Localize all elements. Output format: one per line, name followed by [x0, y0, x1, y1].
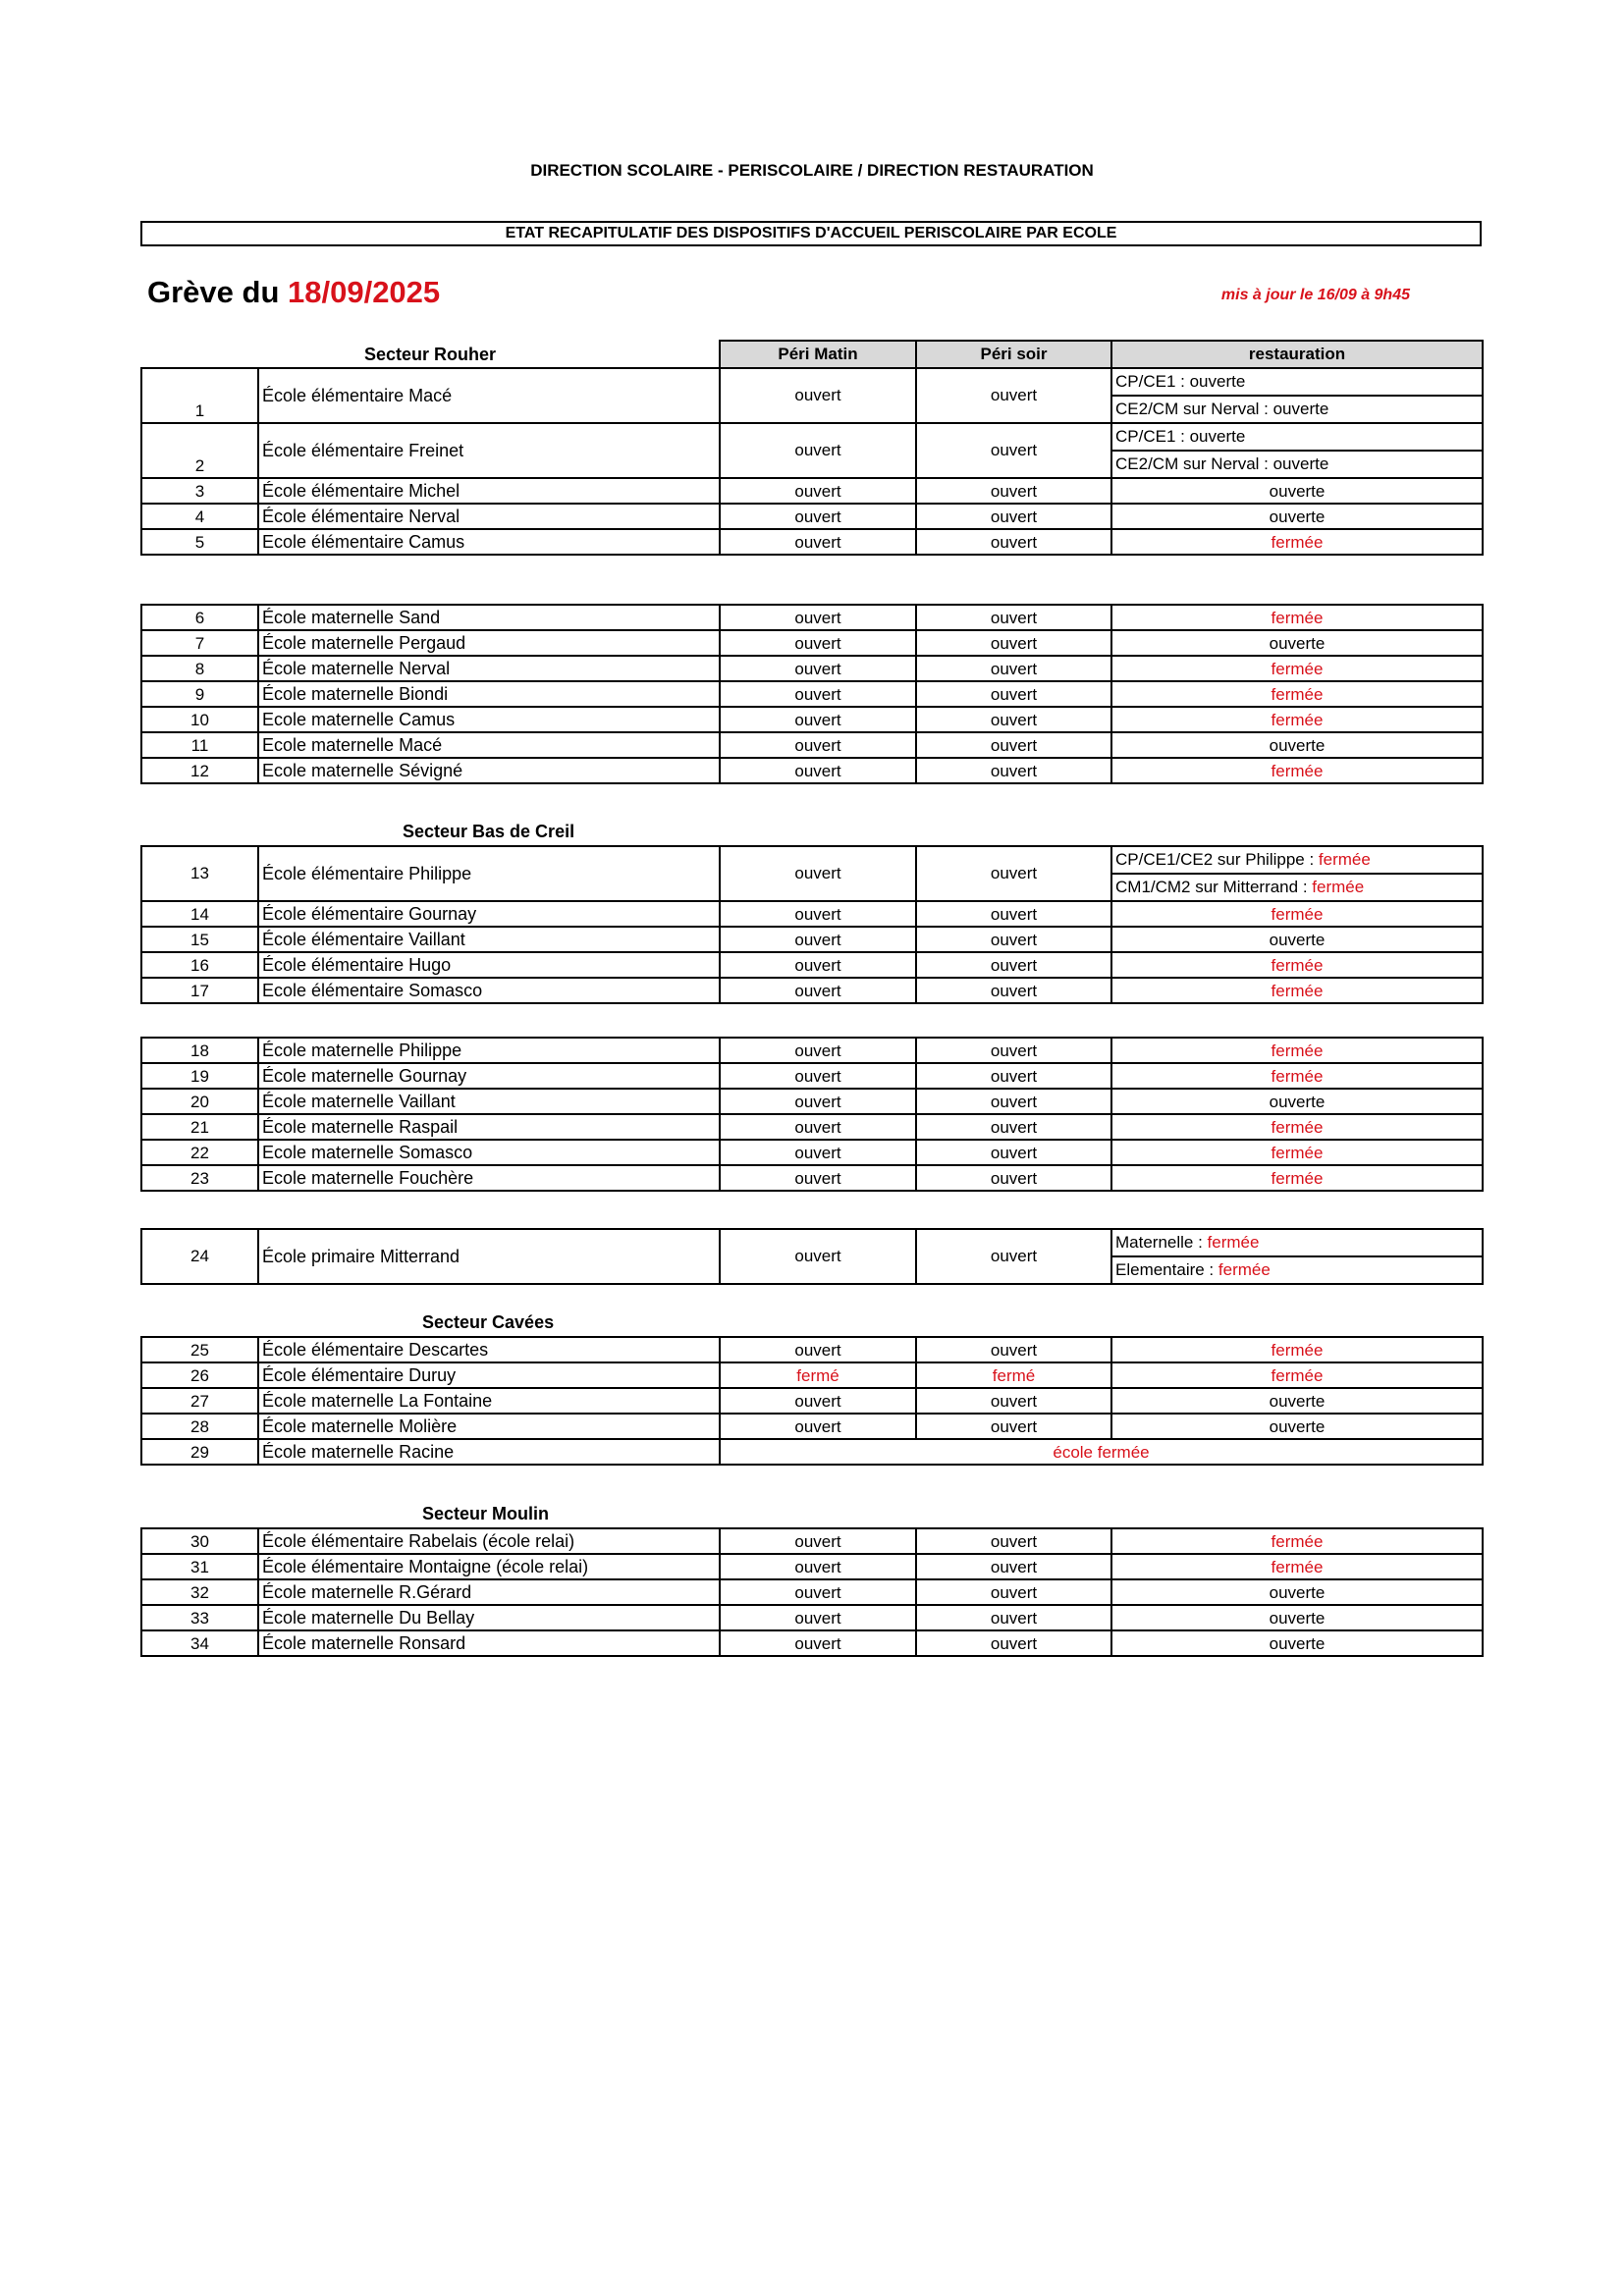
restauration-value: fermée: [1111, 1063, 1483, 1089]
row-number: 7: [141, 630, 258, 656]
peri-soir-value: ouvert: [916, 368, 1111, 423]
rest-state: fermée: [1218, 1260, 1271, 1279]
restauration-value: fermée: [1111, 1362, 1483, 1388]
table-cavees: [140, 1336, 1484, 1466]
peri-soir-value: ouvert: [916, 1605, 1111, 1630]
rest-label: CP/CE1/CE2 sur Philippe :: [1115, 850, 1319, 869]
rows: [141, 846, 1483, 1003]
restauration-value: fermée: [1111, 1528, 1483, 1554]
updated-note: mis à jour le 16/09 à 9h45: [1220, 287, 1410, 303]
rest-state: fermée: [1312, 878, 1365, 896]
table-row: [141, 368, 1483, 396]
row-number: 5: [141, 529, 258, 555]
rows: [141, 605, 1483, 783]
restauration-value: fermée: [1111, 952, 1483, 978]
peri-matin-value: ouvert: [720, 1579, 916, 1605]
school-name: École maternelle Du Bellay: [258, 1605, 720, 1630]
table-row: [141, 707, 1483, 732]
table-row: [141, 1388, 1483, 1414]
school-name: École élémentaire Michel: [258, 478, 720, 504]
row-number: 8: [141, 656, 258, 681]
peri-soir-value: ouvert: [916, 978, 1111, 1003]
restauration-value: ouverte: [1111, 1388, 1483, 1414]
rows: [141, 368, 1483, 555]
row-number: 29: [141, 1439, 258, 1465]
peri-matin-value: ouvert: [720, 758, 916, 783]
school-name: École maternelle La Fontaine: [258, 1388, 720, 1414]
row-number: 18: [141, 1038, 258, 1063]
table-row: [141, 529, 1483, 555]
row-number: 22: [141, 1140, 258, 1165]
restauration-value: fermée: [1111, 758, 1483, 783]
restauration-value: ouverte: [1111, 1579, 1483, 1605]
school-name: École primaire Mitterrand: [258, 1229, 720, 1284]
peri-soir-value: ouvert: [916, 1388, 1111, 1414]
peri-soir-value: ouvert: [916, 529, 1111, 555]
peri-matin-value: ouvert: [720, 605, 916, 630]
table-row: [141, 681, 1483, 707]
school-name: École élémentaire Gournay: [258, 901, 720, 927]
restauration-value: fermée: [1111, 1337, 1483, 1362]
peri-soir-value: ouvert: [916, 1063, 1111, 1089]
row-number: 1: [141, 368, 258, 423]
school-name: École maternelle Ronsard: [258, 1630, 720, 1656]
school-name: École maternelle Vaillant: [258, 1089, 720, 1114]
school-name: École élémentaire Freinet: [258, 423, 720, 478]
row-number: 24: [141, 1229, 258, 1284]
table-row: [141, 901, 1483, 927]
peri-soir-value: ouvert: [916, 846, 1111, 901]
row-number: 26: [141, 1362, 258, 1388]
peri-matin-value: ouvert: [720, 1038, 916, 1063]
row-number: 20: [141, 1089, 258, 1114]
peri-matin-value: ouvert: [720, 423, 916, 478]
school-name: École maternelle Molière: [258, 1414, 720, 1439]
table-header-row: [141, 341, 1483, 368]
table-row: [141, 1579, 1483, 1605]
table-row: [141, 1165, 1483, 1191]
peri-soir-value: ouvert: [916, 1089, 1111, 1114]
table-row: [141, 846, 1483, 874]
table-row: [141, 978, 1483, 1003]
school-name: École élémentaire Rabelais (école relai): [258, 1528, 720, 1554]
restauration-value: fermée: [1111, 1114, 1483, 1140]
document-subtitle: ETAT RECAPITULATIF DES DISPOSITIFS D'ACCUEIL PERISCOLAIRE PAR ECOLE: [140, 221, 1482, 246]
school-name: École maternelle Pergaud: [258, 630, 720, 656]
row-number: 16: [141, 952, 258, 978]
row-number: 23: [141, 1165, 258, 1191]
peri-soir-value: ouvert: [916, 1165, 1111, 1191]
row-number: 4: [141, 504, 258, 529]
rows: [141, 1038, 1483, 1191]
restauration-value: fermée: [1111, 707, 1483, 732]
restauration-value: fermée: [1111, 978, 1483, 1003]
peri-soir-value: ouvert: [916, 1414, 1111, 1439]
peri-soir-value: ouvert: [916, 681, 1111, 707]
peri-matin-value: ouvert: [720, 1337, 916, 1362]
peri-soir-value: ouvert: [916, 1114, 1111, 1140]
restauration-value: ouverte: [1111, 1605, 1483, 1630]
peri-matin-value: ouvert: [720, 630, 916, 656]
rest-label: Maternelle :: [1115, 1233, 1208, 1252]
row-number: 33: [141, 1605, 258, 1630]
rows: [141, 1337, 1483, 1439]
table-row: [141, 758, 1483, 783]
sector-cavees: Secteur Cavées: [422, 1312, 555, 1332]
peri-matin-value: ouvert: [720, 1140, 916, 1165]
peri-soir-value: ouvert: [916, 656, 1111, 681]
peri-matin-value: ouvert: [720, 1388, 916, 1414]
restauration-value: fermée: [1111, 529, 1483, 555]
restauration-value: fermée: [1111, 901, 1483, 927]
peri-soir-value: ouvert: [916, 1630, 1111, 1656]
rest-state: fermée: [1318, 850, 1371, 869]
row-number: 30: [141, 1528, 258, 1554]
col-restauration: restauration: [1111, 341, 1483, 368]
table-row: [141, 1140, 1483, 1165]
row-number: 27: [141, 1388, 258, 1414]
row-number: 32: [141, 1579, 258, 1605]
table-row: [141, 423, 1483, 451]
restauration-sub-value: CP/CE1 : ouverte: [1111, 368, 1483, 396]
table-bdc-elementaire: [140, 845, 1484, 1004]
table-row: [141, 478, 1483, 504]
restauration-value: fermée: [1111, 1554, 1483, 1579]
table-row: [141, 1414, 1483, 1439]
col-peri-matin: Péri Matin: [720, 341, 916, 368]
peri-soir-value: ouvert: [916, 1140, 1111, 1165]
row-number: 12: [141, 758, 258, 783]
peri-matin-value: ouvert: [720, 368, 916, 423]
restauration-sub-value: [1111, 874, 1483, 901]
strike-prefix: Grève du: [147, 275, 288, 309]
school-name: Ecole maternelle Sévigné: [258, 758, 720, 783]
sector-bas-de-creil: Secteur Bas de Creil: [403, 822, 575, 841]
table-row: [141, 1114, 1483, 1140]
restauration-value: ouverte: [1111, 1089, 1483, 1114]
school-name: Ecole maternelle Fouchère: [258, 1165, 720, 1191]
table-row: [141, 1605, 1483, 1630]
peri-soir-value: ouvert: [916, 423, 1111, 478]
strike-date: 18/09/2025: [288, 275, 441, 309]
peri-matin-value: ouvert: [720, 1554, 916, 1579]
peri-matin-value: ouvert: [720, 978, 916, 1003]
row-number: 19: [141, 1063, 258, 1089]
restauration-value: fermée: [1111, 605, 1483, 630]
table-row: [141, 1063, 1483, 1089]
school-name: Ecole élémentaire Camus: [258, 529, 720, 555]
table-row: [141, 1229, 1483, 1256]
peri-soir-value: ouvert: [916, 1554, 1111, 1579]
row-number: 14: [141, 901, 258, 927]
peri-soir-value: ouvert: [916, 1229, 1111, 1284]
restauration-value: fermée: [1111, 1038, 1483, 1063]
school-name: École élémentaire Duruy: [258, 1362, 720, 1388]
school-name: École élémentaire Nerval: [258, 504, 720, 529]
school-name: École maternelle Sand: [258, 605, 720, 630]
restauration-value: fermée: [1111, 1165, 1483, 1191]
peri-matin-value: ouvert: [720, 478, 916, 504]
row-number: 28: [141, 1414, 258, 1439]
restauration-value: ouverte: [1111, 1630, 1483, 1656]
table-moulin: [140, 1527, 1484, 1657]
peri-matin-value: ouvert: [720, 1414, 916, 1439]
school-name: École maternelle Biondi: [258, 681, 720, 707]
peri-soir-value: ouvert: [916, 630, 1111, 656]
strike-heading: [147, 275, 440, 310]
school-name: École élémentaire Vaillant: [258, 927, 720, 952]
table-row: [141, 605, 1483, 630]
peri-matin-value: ouvert: [720, 681, 916, 707]
peri-soir-value: ouvert: [916, 901, 1111, 927]
restauration-value: fermée: [1111, 1140, 1483, 1165]
school-name: École maternelle Nerval: [258, 656, 720, 681]
peri-soir-value: ouvert: [916, 1528, 1111, 1554]
restauration-sub-value: CP/CE1 : ouverte: [1111, 423, 1483, 451]
peri-matin-value: fermé: [720, 1362, 916, 1388]
peri-soir-value: ouvert: [916, 504, 1111, 529]
table-row: [141, 1038, 1483, 1063]
table-rouher-elementaire: [140, 340, 1484, 556]
peri-matin-value: ouvert: [720, 952, 916, 978]
peri-matin-value: ouvert: [720, 529, 916, 555]
peri-matin-value: ouvert: [720, 1114, 916, 1140]
row-number: 9: [141, 681, 258, 707]
table-row: [141, 952, 1483, 978]
table-row: [141, 1089, 1483, 1114]
row-number: 6: [141, 605, 258, 630]
peri-matin-value: ouvert: [720, 1528, 916, 1554]
table-row: [141, 1362, 1483, 1388]
document-title: DIRECTION SCOLAIRE - PERISCOLAIRE / DIRECTION RESTAURATION: [530, 161, 1094, 180]
rest-label: CM1/CM2 sur Mitterrand :: [1115, 878, 1313, 896]
table-bdc-maternelle: [140, 1037, 1484, 1192]
peri-matin-value: ouvert: [720, 1063, 916, 1089]
restauration-sub-value: CE2/CM sur Nerval : ouverte: [1111, 451, 1483, 478]
table-rouher-maternelle: [140, 604, 1484, 784]
row-number: 11: [141, 732, 258, 758]
peri-matin-value: ouvert: [720, 504, 916, 529]
row-number: 15: [141, 927, 258, 952]
restauration-value: ouverte: [1111, 732, 1483, 758]
restauration-value: ouverte: [1111, 927, 1483, 952]
rest-state: fermée: [1207, 1233, 1260, 1252]
school-name: École maternelle Racine: [258, 1439, 720, 1465]
restauration-value: ouverte: [1111, 630, 1483, 656]
peri-matin-value: ouvert: [720, 732, 916, 758]
peri-soir-value: ouvert: [916, 605, 1111, 630]
peri-matin-value: ouvert: [720, 927, 916, 952]
rest-label: Elementaire :: [1115, 1260, 1218, 1279]
peri-matin-value: ouvert: [720, 707, 916, 732]
school-name: École élémentaire Macé: [258, 368, 720, 423]
row-number: 3: [141, 478, 258, 504]
restauration-value: ouverte: [1111, 1414, 1483, 1439]
table-row: [141, 1439, 1483, 1465]
table-row: [141, 630, 1483, 656]
sector-rouher: Secteur Rouher: [363, 344, 497, 364]
peri-soir-value: ouvert: [916, 758, 1111, 783]
table-primaire: [140, 1228, 1484, 1285]
school-name: École élémentaire Montaigne (école relai): [258, 1554, 720, 1579]
peri-matin-value: ouvert: [720, 656, 916, 681]
row-number: 31: [141, 1554, 258, 1579]
row-number: 17: [141, 978, 258, 1003]
school-name: Ecole maternelle Camus: [258, 707, 720, 732]
school-name: École élémentaire Philippe: [258, 846, 720, 901]
restauration-value: fermée: [1111, 681, 1483, 707]
school-name: Ecole maternelle Macé: [258, 732, 720, 758]
table-row: [141, 504, 1483, 529]
row-number: 10: [141, 707, 258, 732]
restauration-value: ouverte: [1111, 504, 1483, 529]
restauration-sub-value: CE2/CM sur Nerval : ouverte: [1111, 396, 1483, 423]
row-number: 34: [141, 1630, 258, 1656]
sector-moulin: Secteur Moulin: [422, 1504, 550, 1523]
peri-matin-value: ouvert: [720, 901, 916, 927]
table-row: [141, 732, 1483, 758]
row-number: 2: [141, 423, 258, 478]
school-closed-status: école fermée: [720, 1439, 1483, 1465]
row-number: 25: [141, 1337, 258, 1362]
peri-matin-value: ouvert: [720, 1630, 916, 1656]
peri-soir-value: ouvert: [916, 952, 1111, 978]
peri-soir-value: ouvert: [916, 1579, 1111, 1605]
table-row: [141, 927, 1483, 952]
restauration-value: ouverte: [1111, 478, 1483, 504]
peri-soir-value: ouvert: [916, 927, 1111, 952]
school-name: École maternelle Gournay: [258, 1063, 720, 1089]
table-row: [141, 1554, 1483, 1579]
restauration-maternelle: [1111, 1229, 1483, 1256]
table-row: [141, 1337, 1483, 1362]
peri-matin-value: ouvert: [720, 1089, 916, 1114]
table-row: [141, 1528, 1483, 1554]
row-number: 21: [141, 1114, 258, 1140]
restauration-value: fermée: [1111, 656, 1483, 681]
peri-soir-value: ouvert: [916, 1337, 1111, 1362]
rows: [141, 1528, 1483, 1656]
peri-soir-value: ouvert: [916, 707, 1111, 732]
peri-soir-value: ouvert: [916, 478, 1111, 504]
school-name: École élémentaire Descartes: [258, 1337, 720, 1362]
peri-soir-value: fermé: [916, 1362, 1111, 1388]
school-name: École maternelle Raspail: [258, 1114, 720, 1140]
peri-matin-value: ouvert: [720, 1165, 916, 1191]
school-name: Ecole maternelle Somasco: [258, 1140, 720, 1165]
restauration-elementaire: [1111, 1256, 1483, 1284]
peri-matin-value: ouvert: [720, 846, 916, 901]
table-row: [141, 1630, 1483, 1656]
col-peri-soir: Péri soir: [916, 341, 1111, 368]
school-name: École élémentaire Hugo: [258, 952, 720, 978]
restauration-sub-value: [1111, 846, 1483, 874]
peri-soir-value: ouvert: [916, 732, 1111, 758]
peri-matin-value: ouvert: [720, 1605, 916, 1630]
peri-soir-value: ouvert: [916, 1038, 1111, 1063]
school-name: Ecole élémentaire Somasco: [258, 978, 720, 1003]
school-name: École maternelle Philippe: [258, 1038, 720, 1063]
school-name: École maternelle R.Gérard: [258, 1579, 720, 1605]
row-number: 13: [141, 846, 258, 901]
table-row: [141, 656, 1483, 681]
peri-matin-value: ouvert: [720, 1229, 916, 1284]
